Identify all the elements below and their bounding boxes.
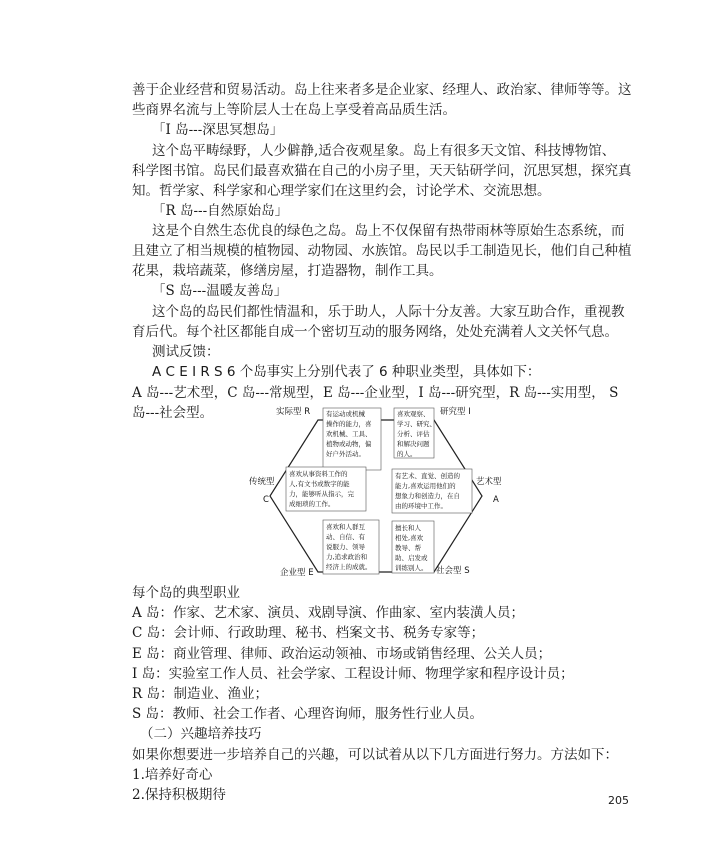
- svg-text:植物或动物，偏: 植物或动物，偏: [326, 440, 372, 448]
- svg-text:动、自信、有: 动、自信、有: [326, 533, 365, 541]
- svg-text:力，能够听从指示，完: 力，能够听从指示，完: [289, 490, 354, 498]
- page-number: 205: [608, 794, 629, 807]
- svg-text:助、启发或: 助、启发或: [395, 554, 428, 562]
- svg-text:想象力和创造力，在自: 想象力和创造力，在自: [395, 492, 460, 500]
- label-a-letter: A: [493, 495, 499, 505]
- paragraph-line: 科学图书馆。岛民们最喜欢猫在自己的小房子里，天天钻研学问，沉思冥想，探究真: [132, 163, 632, 179]
- label-r: 实际型 R: [276, 407, 311, 417]
- svg-text:分析、评估: 分析、评估: [397, 430, 430, 438]
- svg-text:欢机械、工具、: 欢机械、工具、: [326, 430, 372, 438]
- svg-text:学习、研究、: 学习、研究、: [397, 420, 436, 428]
- island-heading-r: 「R 岛---自然原始岛」: [152, 203, 289, 219]
- paragraph-line: 善于企业经营和贸易活动。岛上往来者多是企业家、经理人、政治家、律师等等。这: [132, 82, 632, 98]
- paragraph-line: 育后代。每个社区都能自成一个密切互动的服务网络，处处充满着人文关怀气息。: [132, 324, 618, 340]
- svg-text:人,有文书或数字的能: 人,有文书或数字的能: [289, 480, 350, 488]
- job-line: S 岛：教师、社会工作者、心理咨询师，服务性行业人员。: [132, 706, 484, 722]
- job-line: R 岛：制造业、渔业；: [132, 686, 268, 702]
- tip-item: 2.保持积极期待: [132, 787, 226, 803]
- section-intro: 如果你想要进一步培养自己的兴趣，可以试着从以下几方面进行努力。方法如下：: [132, 747, 618, 763]
- paragraph-line: 这个岛平畴绿野，人少僻静,适合夜观星象。岛上有很多天文馆、科技博物馆、: [152, 143, 616, 159]
- svg-text:训练别人。: 训练别人。: [395, 564, 428, 572]
- svg-text:喜欢从事资料工作的: 喜欢从事资料工作的: [289, 470, 348, 478]
- svg-text:的人。: 的人。: [397, 450, 417, 458]
- svg-text:由的环境中工作。: 由的环境中工作。: [395, 502, 447, 510]
- job-line: A 岛：作家、艺术家、演员、戏剧导演、作曲家、室内装潢人员；: [132, 605, 525, 621]
- svg-text:成细琐的工作。: 成细琐的工作。: [289, 500, 335, 508]
- test-feedback-label: 测试反馈：: [152, 344, 220, 360]
- svg-text:教导、帮: 教导、帮: [395, 544, 421, 552]
- svg-text:擅长和人: 擅长和人: [395, 524, 421, 532]
- paragraph-line: 这个岛的岛民们都性情温和，乐于助人，人际十分友善。大家互助合作，重视教: [152, 304, 625, 320]
- tip-item: 1.培养好奇心: [132, 767, 213, 783]
- jobs-heading: 每个岛的典型职业: [132, 585, 240, 601]
- svg-text:喜欢观察、: 喜欢观察、: [397, 410, 430, 418]
- label-i: 研究型 I: [440, 407, 471, 417]
- box-e-text: [326, 522, 372, 571]
- paragraph-line: 花果，栽培蔬菜，修缮房屋，打造器物，制作工具。: [132, 263, 443, 279]
- svg-text:力,追求政治和: 力,追求政治和: [326, 553, 368, 561]
- paragraph-line: 这是个自然生态优良的绿色之岛。岛上不仅保留有热带雨林等原始生态系统，而: [152, 223, 625, 239]
- svg-text:喜欢和人群互: 喜欢和人群互: [326, 523, 365, 531]
- svg-text:和解决问题: 和解决问题: [397, 440, 430, 448]
- svg-text:好户外活动。: 好户外活动。: [326, 450, 365, 458]
- paragraph-line: 岛---社会型。: [132, 405, 214, 421]
- label-s: 社会型 S: [436, 566, 470, 576]
- paragraph-line: 些商界名流与上等阶层人士在岛上享受着高品质生活。: [132, 102, 456, 118]
- svg-text:有艺术、直觉、创造的: 有艺术、直觉、创造的: [395, 472, 460, 480]
- paragraph-line: A 岛---艺术型，C 岛---常规型，E 岛---企业型，I 岛---研究型，R 岛---实用型， S: [132, 385, 619, 401]
- section-heading: （二）兴趣培养技巧: [140, 726, 262, 742]
- job-line: E 岛：商业管理、律师、政治运动领袖、市场或销售经理、公关人员；: [132, 646, 552, 662]
- svg-text:操作的能力，喜: 操作的能力，喜: [326, 420, 372, 428]
- svg-text:能力,喜欢运用他们的: 能力,喜欢运用他们的: [395, 482, 456, 490]
- job-line: I 岛：实验室工作人员、社会学家、工程设计师、物理学家和程序设计员；: [132, 666, 574, 682]
- label-c: 传统型: [249, 477, 275, 487]
- job-line: C 岛：会计师、行政助理、秘书、档案文书、税务专家等；: [132, 625, 485, 641]
- label-e: 企业型 E: [280, 568, 314, 578]
- svg-text:有运动或机械: 有运动或机械: [326, 410, 365, 418]
- paragraph-line: 且建立了相当规模的植物园、动物园、水族馆。岛民以手工制造见长，他们自己种植: [132, 243, 632, 259]
- label-c-letter: C: [263, 495, 269, 505]
- island-heading-s: 「S 岛---温暖友善岛」: [152, 283, 288, 299]
- svg-text:相处,喜欢: 相处,喜欢: [395, 534, 424, 542]
- svg-text:说服力、领导: 说服力、领导: [326, 543, 365, 551]
- paragraph-line: 知。哲学家、科学家和心理学家们在这里约会，讨论学术、交流思想。: [132, 183, 551, 199]
- paragraph-line: A C E I R S 6 个岛事实上分别代表了 6 种职业类型，具体如下：: [152, 364, 541, 380]
- label-a: 艺术型: [476, 477, 502, 487]
- svg-text:经济上的成就。: 经济上的成就。: [326, 563, 372, 571]
- island-heading-i: 「I 岛---深思冥想岛」: [152, 122, 284, 138]
